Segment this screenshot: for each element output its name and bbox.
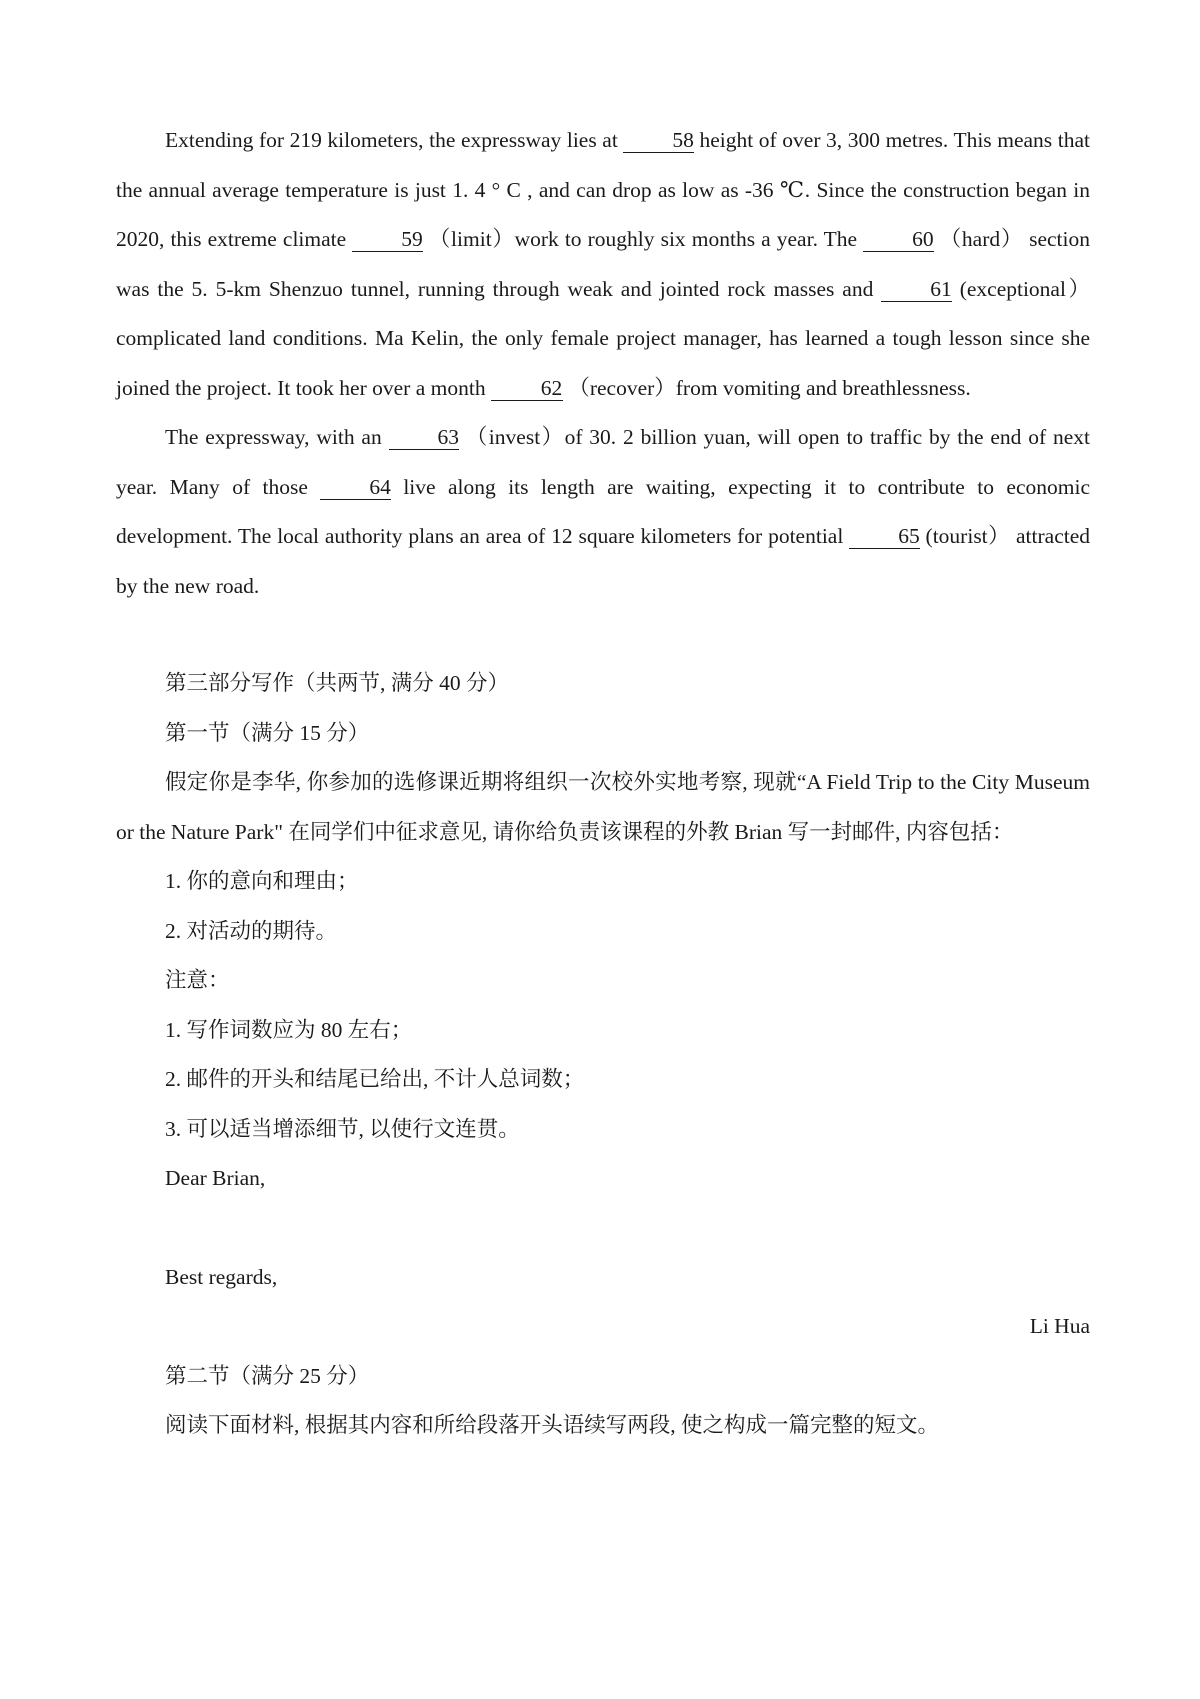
prompt-item-2: 2. 对活动的期待。 [165, 918, 338, 943]
passage-text: (tourist） attracted by the new road. [116, 524, 1091, 598]
passage-text: live along its length are waiting, expecting it to contribute to economic development. The local authority plans an area of 12 square kilometers for potential [116, 474, 1090, 548]
passage-text: （limit）work to roughly six months a year. The [422, 227, 864, 251]
note-label: 注意： [165, 968, 230, 992]
letter-body-space[interactable] [116, 1204, 1090, 1253]
section-one-title: 第一节（满分 15 分） [165, 720, 370, 745]
passage-paragraph-2 [116, 413, 1090, 611]
blank-61[interactable]: 61 [881, 277, 952, 302]
passage-text: The expressway, with an [165, 425, 389, 449]
blank-65[interactable]: 65 [849, 524, 920, 549]
part-three-title: 第三部分写作（共两节, 满分 40 分） [165, 671, 510, 695]
section-two-instruction: 阅读下面材料, 根据其内容和所给段落开头语续写两段, 使之构成一篇完整的短文。 [165, 1413, 940, 1437]
blank-64[interactable]: 64 [320, 475, 391, 500]
passage-text: （invest）of 30. 2 billion yuan, will open to traffic by the end of next year. Many of those [116, 425, 1090, 499]
blank-59[interactable]: 59 [352, 227, 423, 252]
passage-text: （recover）from vomiting and breathlessness. [562, 375, 971, 400]
note-item-1: 1. 写作词数应为 80 左右； [165, 1017, 413, 1042]
exam-page [116, 116, 1090, 1451]
section-two-title: 第二节（满分 25 分） [165, 1363, 370, 1388]
passage-paragraph-1 [116, 116, 1090, 413]
passage-text: height of over 3, 300 metres. This means that the annual average temperature is just 1. 4 ° C , and can drop as low as -36 ℃. Since the construction began in 2020, this extreme climate [116, 128, 1090, 251]
writing-prompt: 假定你是李华, 你参加的选修课近期将组织一次校外实地考察, 现就“A Field Trip to the City Museum or the Nature Park" 在同学们中征求意见, 请你给负责该课程的外教 Brian 写一封邮件, 内容包括： [116, 770, 1090, 844]
blank-63[interactable]: 63 [389, 425, 460, 450]
blank-58[interactable]: 58 [623, 128, 694, 153]
note-item-2: 2. 邮件的开头和结尾已给出, 不计人总词数； [165, 1067, 585, 1091]
passage-text: Extending for 219 kilometers, the expressway lies at [165, 128, 624, 152]
blank-60[interactable]: 60 [863, 227, 934, 252]
letter-closing: Best regards, [165, 1264, 278, 1289]
section-spacer [116, 611, 1090, 659]
prompt-item-1: 1. 你的意向和理由； [165, 869, 359, 893]
passage-text: (exceptional） complicated land conditions. Ma Kelin, the only female project manager, has learned a tough lesson since she joined the project. It took her over a month [116, 276, 1090, 400]
note-item-3: 3. 可以适当增添细节, 以使行文连贯。 [165, 1116, 520, 1141]
letter-signature: Li Hua [1029, 1314, 1090, 1338]
blank-62[interactable]: 62 [491, 376, 563, 401]
passage-text: （hard） section was the 5. 5-km Shenzuo tunnel, running through weak and jointed rock masses and [116, 227, 1091, 301]
letter-salutation: Dear Brian, [165, 1166, 266, 1190]
